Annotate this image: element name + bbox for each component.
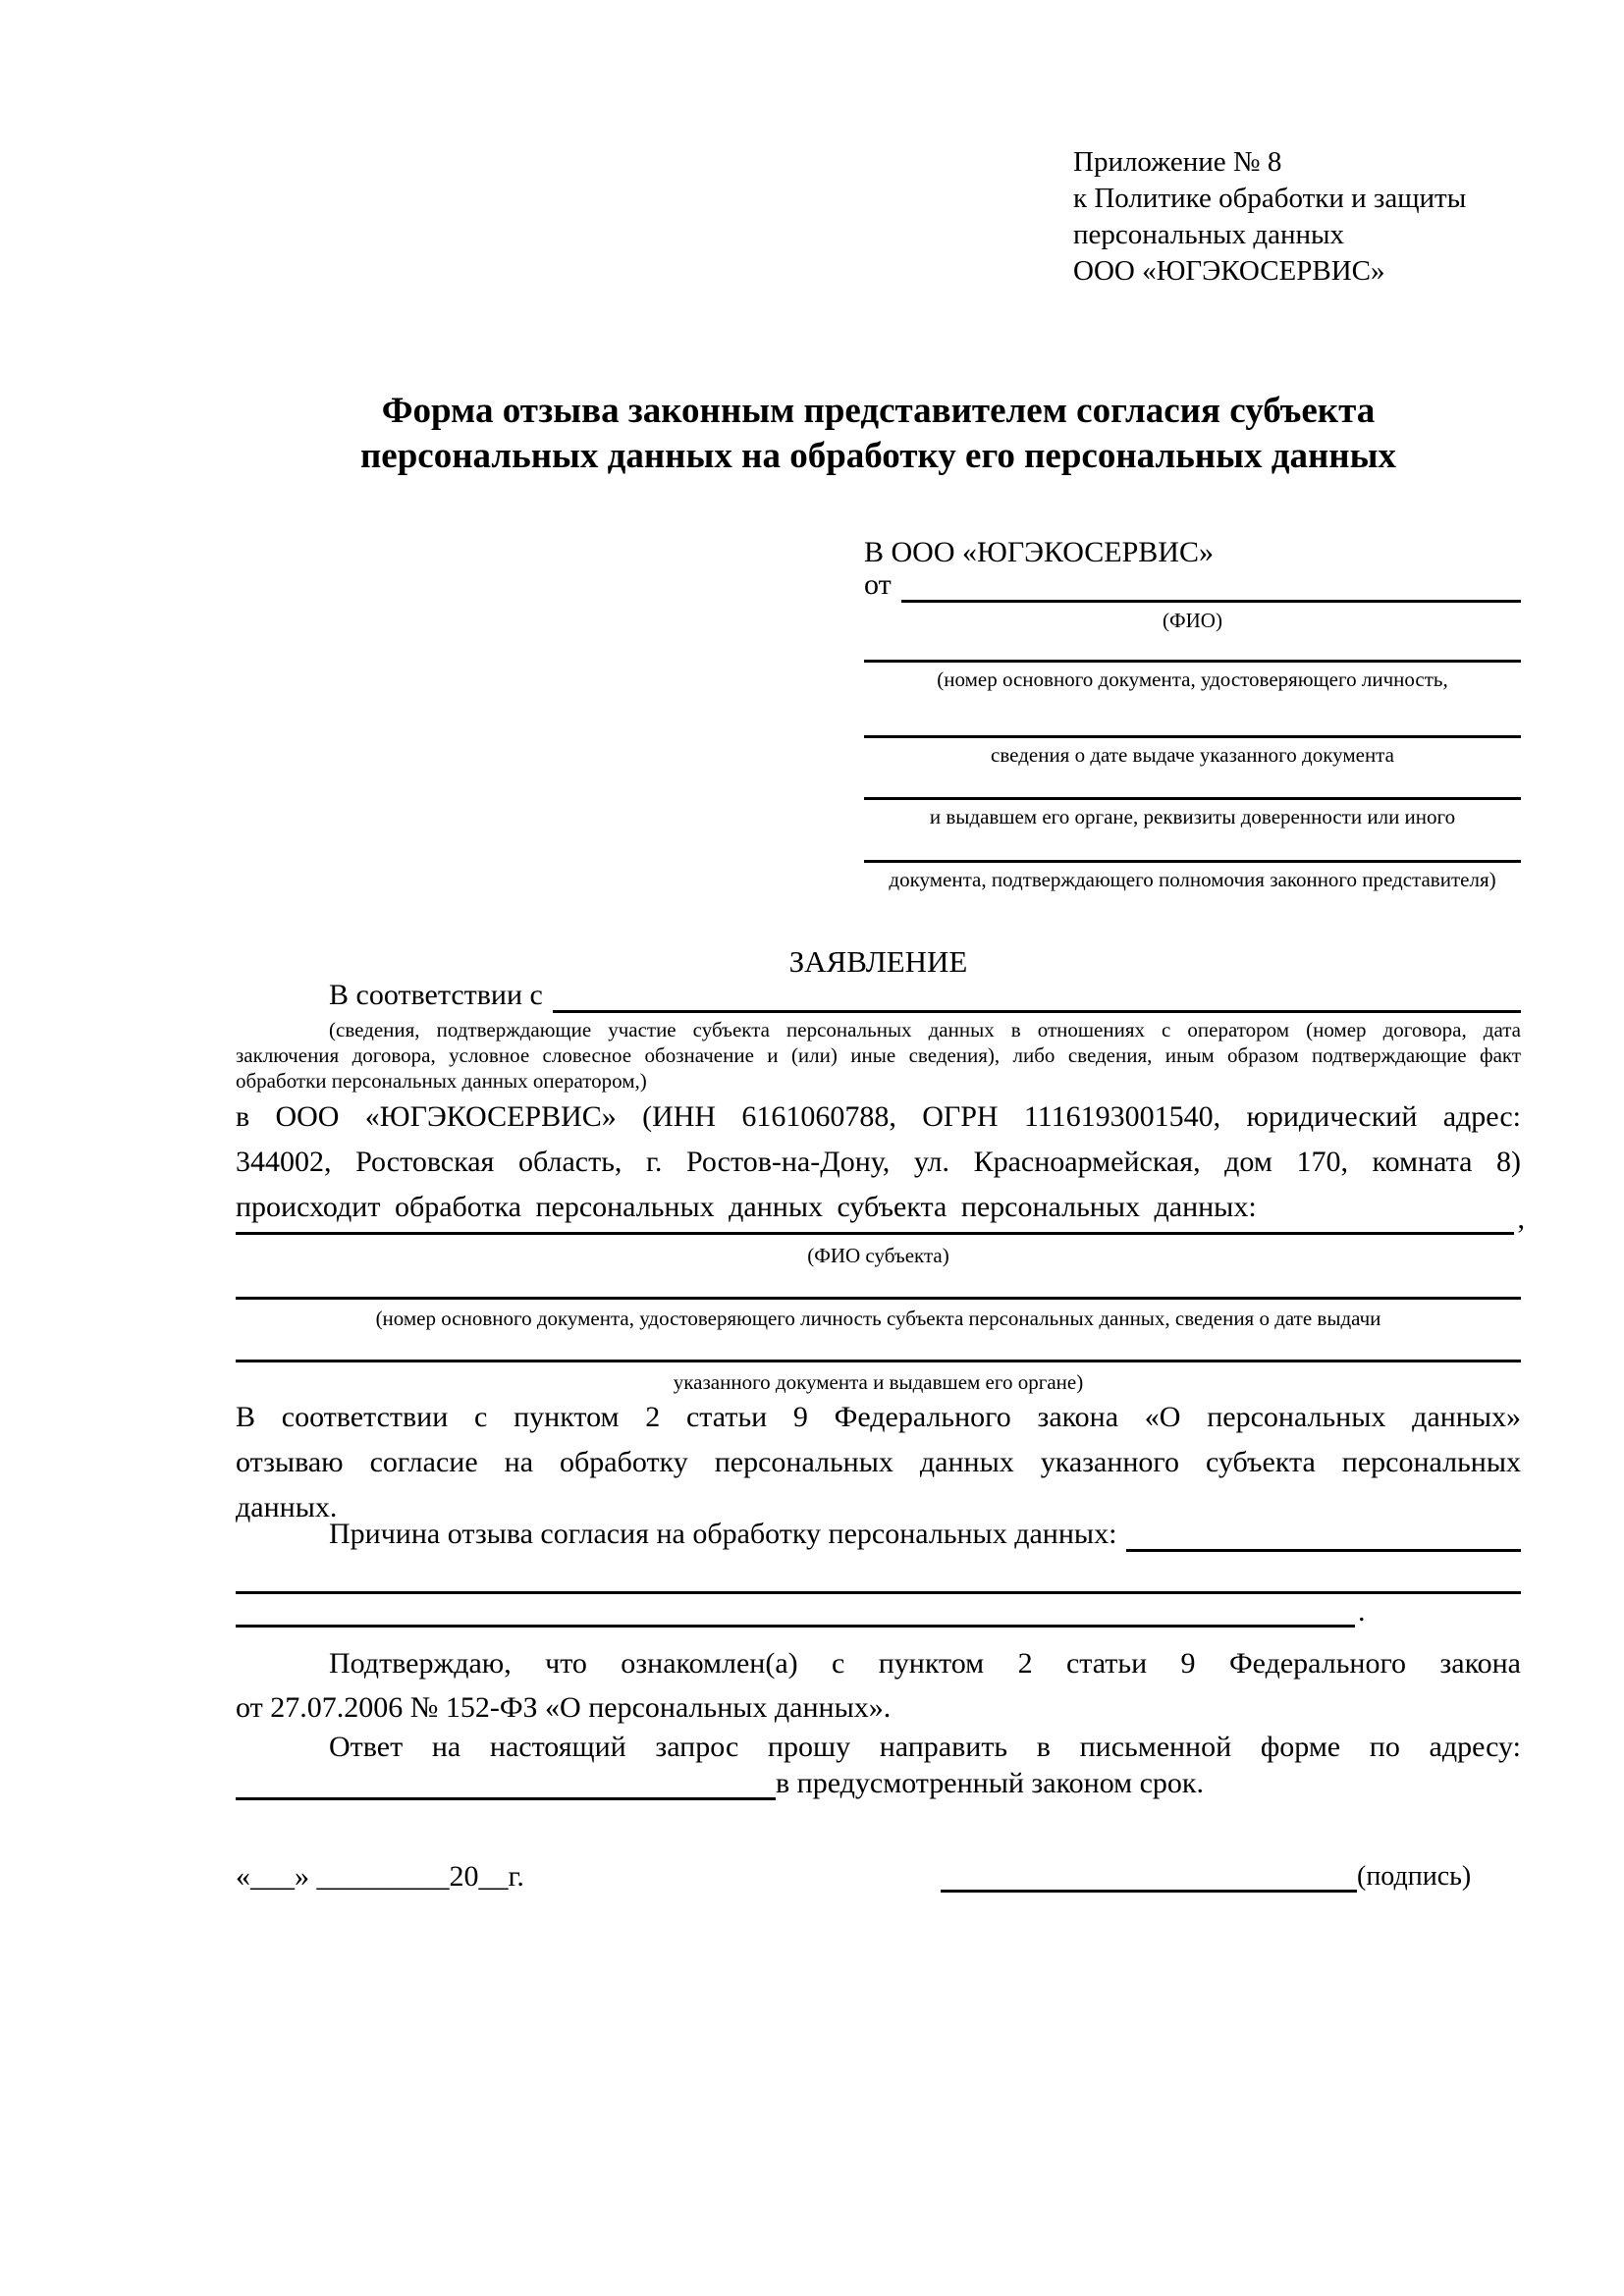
withdraw-paragraph-line: В соответствии с пунктом 2 статьи 9 Федерального закона «О персональных данных» bbox=[236, 1401, 1521, 1433]
blank-line bbox=[236, 1360, 1521, 1362]
blank-line bbox=[236, 1596, 1355, 1628]
date-blank: «___» _________20__г. bbox=[236, 1860, 524, 1893]
subject-fio-blank-line bbox=[236, 1203, 1514, 1235]
intro-row bbox=[236, 978, 1521, 1013]
blank-line bbox=[236, 1297, 1521, 1300]
subject-doc-caption: указанного документа и выдавшем его органе) bbox=[673, 1370, 1084, 1394]
addressee-org: В ООО «ЮГЭКОСЕРВИС» bbox=[864, 536, 1214, 568]
signature-row bbox=[941, 1860, 1490, 1893]
reason-label: Причина отзыва согласия на обработку персональных данных: bbox=[329, 1518, 1117, 1550]
appendix-note-line: Приложение № 8 bbox=[1073, 146, 1282, 178]
reply-line: Ответ на настоящий запрос прошу направить в письменной форме по адресу: bbox=[329, 1731, 1521, 1763]
withdraw-paragraph-line: отзываю согласие на обработку персональных данных указанного субъекта персональных bbox=[236, 1446, 1521, 1478]
appendix-note-line: персональных данных bbox=[1073, 219, 1345, 250]
address-blank-line bbox=[236, 1767, 776, 1800]
intro-caption-line: (сведения, подтверждающие участие субъекта персональных данных в отношениях с оператором (номер договора, дата bbox=[329, 1018, 1521, 1041]
intro-label: В соответствии с bbox=[329, 979, 543, 1011]
operator-paragraph-line: в ООО «ЮГЭКОСЕРВИС» (ИНН 6161060788, ОГРН 1116193001540, юридический адрес: bbox=[236, 1100, 1521, 1133]
intro-caption-line: заключения договора, условное словесное обозначение и (или) иные сведения), либо сведения, иным образом подтверждающие факт bbox=[236, 1043, 1521, 1067]
confirm-paragraph bbox=[236, 1641, 1521, 1730]
comma: , bbox=[1517, 1202, 1525, 1235]
subject-fio-row bbox=[236, 1203, 1525, 1235]
from-row bbox=[864, 567, 1521, 603]
reply-suffix: в предусмотренный законом срок. bbox=[776, 1767, 1204, 1799]
blank-line-row bbox=[236, 1596, 1521, 1628]
subject-doc-caption: (номер основного документа, удостоверяющего личность субъекта персональных данных, сведения о дате выдачи bbox=[375, 1307, 1381, 1330]
operator-paragraph-line: происходит обработка персональных данных субъекта персональных данных: bbox=[236, 1191, 1257, 1223]
appendix-note bbox=[1073, 144, 1466, 290]
blank-line-caption: документа, подтверждающего полномочия законного представителя) bbox=[889, 868, 1496, 891]
confirm-paragraph-line: Подтверждаю, что ознакомлен(а) с пунктом 2 статьи 9 Федерального закона bbox=[329, 1647, 1521, 1680]
fio-caption: (ФИО) bbox=[1163, 609, 1222, 632]
statement-heading: ЗАЯВЛЕНИЕ bbox=[788, 944, 968, 979]
appendix-note-line: ООО «ЮГЭКОСЕРВИС» bbox=[1073, 255, 1385, 287]
document-title-line: Форма отзыва законным представителем согласия субъекта bbox=[381, 391, 1376, 431]
blank-line-caption: (номер основного документа, удостоверяющего личность, bbox=[937, 667, 1448, 691]
intro-caption-line: обработки персональных данных оператором,) bbox=[236, 1069, 647, 1093]
intro-blank-line bbox=[553, 978, 1521, 1013]
confirm-paragraph-line: от 27.07.2006 № 152-ФЗ «О персональных данных». bbox=[236, 1691, 892, 1724]
blank-line bbox=[864, 735, 1521, 738]
operator-paragraph-line: 344002, Ростовская область, г. Ростов-на-Дону, ул. Красноармейская, дом 170, комната 8) bbox=[236, 1146, 1521, 1178]
document-title bbox=[236, 389, 1521, 479]
reason-blank-line bbox=[1126, 1517, 1521, 1552]
blank-line bbox=[864, 860, 1521, 863]
from-label: от bbox=[864, 568, 892, 601]
withdraw-paragraph-line: данных. bbox=[236, 1491, 338, 1523]
appendix-note-line: к Политике обработки и защиты bbox=[1073, 183, 1467, 214]
subject-fio-caption: (ФИО субъекта) bbox=[807, 1244, 949, 1267]
intro-caption bbox=[236, 1017, 1521, 1094]
signature-blank-line bbox=[941, 1860, 1357, 1893]
reply-address-row bbox=[236, 1767, 1521, 1800]
withdraw-paragraph bbox=[236, 1395, 1521, 1530]
fio-blank-line bbox=[901, 567, 1521, 603]
signature-caption: (подпись) bbox=[1357, 1861, 1472, 1892]
reason-row bbox=[236, 1517, 1521, 1552]
blank-line-caption: сведения о дате выдаче указанного документа bbox=[991, 743, 1394, 767]
blank-line bbox=[236, 1591, 1521, 1594]
period: . bbox=[1358, 1595, 1366, 1628]
document-title-line: персональных данных на обработку его персональных данных bbox=[359, 436, 1396, 476]
blank-line bbox=[864, 660, 1521, 663]
blank-line-caption: и выдавшем его органе, реквизиты доверенности или иного bbox=[929, 805, 1456, 828]
blank-line bbox=[864, 797, 1521, 800]
